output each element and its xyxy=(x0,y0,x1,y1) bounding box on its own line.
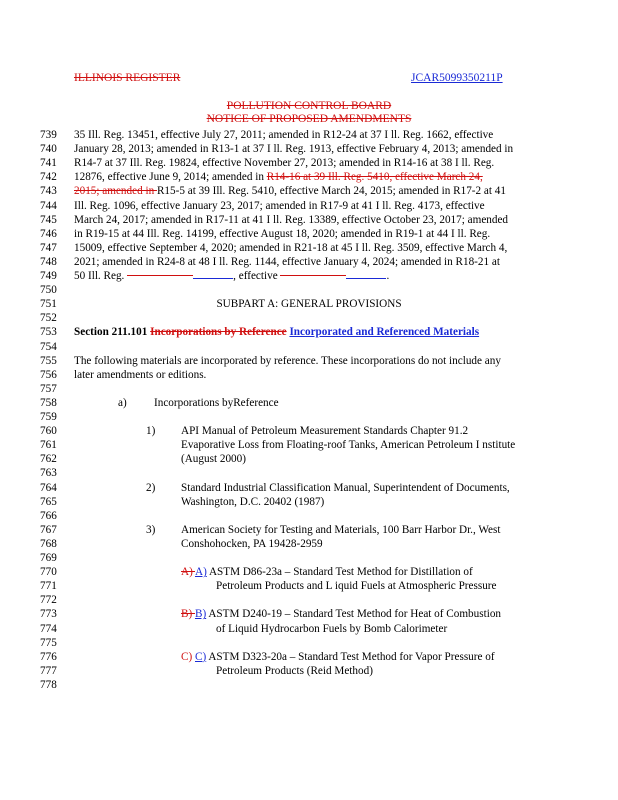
line-text xyxy=(74,184,506,198)
notice-title: NOTICE OF PROPOSED AMENDMENTS xyxy=(206,113,412,125)
line-text xyxy=(216,579,496,593)
line-text xyxy=(146,523,501,537)
line-text xyxy=(74,199,485,213)
line-text xyxy=(74,255,500,269)
text-run: March 24, 2017; amended in R17-11 at 41 I ll. Reg. 13389, effective October 23, 2017; amended xyxy=(74,213,509,226)
document-line xyxy=(0,283,618,297)
line-text xyxy=(74,213,508,227)
text-run: R14-7 at 37 Ill. Reg. 19824, effective November 27, 2013; amended in R14-16 at 38 I ll. Reg. xyxy=(74,157,495,170)
line-text xyxy=(216,622,447,636)
inserted-text: B) xyxy=(194,608,207,621)
text-run: Petroleum Products and L iquid Fuels at Atmospheric Pressure xyxy=(216,580,497,593)
text-run: API Manual of Petroleum Measurement Standards Chapter 91.2 xyxy=(181,425,469,438)
line-text xyxy=(146,424,469,438)
text-run: 2021; amended in R24-8 at 48 I ll. Reg. 1144, effective January 4, 2024; amended in R18-21 at xyxy=(74,255,500,268)
line-number: 757 xyxy=(40,382,57,395)
line-number: 761 xyxy=(40,439,57,452)
document-line xyxy=(0,241,618,255)
document-line xyxy=(0,607,618,621)
line-number: 769 xyxy=(40,552,57,564)
line-number: 755 xyxy=(40,354,57,367)
document-line xyxy=(0,199,618,213)
line-number: 744 xyxy=(40,199,57,212)
line-text xyxy=(74,227,490,241)
text-run: 2) xyxy=(146,481,156,494)
deleted-text: Incorporations by Reference xyxy=(150,326,287,339)
line-number: 743 xyxy=(40,185,57,198)
line-number: 746 xyxy=(40,227,57,240)
document-line xyxy=(0,438,618,452)
line-text xyxy=(181,607,501,621)
line-text xyxy=(181,495,324,509)
line-number: 776 xyxy=(40,650,57,663)
line-text xyxy=(74,170,483,184)
line-number: 767 xyxy=(40,523,57,536)
marker-text: C) xyxy=(181,650,195,663)
document-line xyxy=(0,678,618,692)
document-line xyxy=(0,340,618,354)
line-text xyxy=(118,396,279,410)
line-text xyxy=(181,438,515,452)
line-number: 766 xyxy=(40,509,57,522)
line-text xyxy=(216,664,373,678)
line-number: 771 xyxy=(40,580,57,593)
text-run: 1) xyxy=(146,425,156,438)
line-text xyxy=(74,128,493,142)
line-number: 759 xyxy=(40,411,57,423)
line-number: 742 xyxy=(40,171,57,184)
deleted-blank xyxy=(127,275,193,276)
line-text xyxy=(74,269,389,283)
line-number: 747 xyxy=(40,241,57,254)
text-run: of Liquid Hydrocarbon Fuels by Bomb Calorimeter xyxy=(216,622,448,635)
text-run: SUBPART A: GENERAL PROVISIONS xyxy=(216,298,402,311)
document-line xyxy=(0,565,618,579)
line-text xyxy=(74,354,501,368)
text-run: Petroleum Products (Reid Method) xyxy=(216,664,373,677)
line-number: 758 xyxy=(40,396,57,409)
line-text xyxy=(74,241,507,255)
line-number: 754 xyxy=(40,340,57,353)
document-line xyxy=(0,509,618,523)
document-id: JCAR5099350211P xyxy=(411,72,503,84)
line-number: 748 xyxy=(40,255,57,268)
text-run: Conshohocken, PA 19428-2959 xyxy=(181,537,323,550)
line-number: 745 xyxy=(40,213,57,226)
document-line xyxy=(0,255,618,269)
text-run: Standard Industrial Classification Manual, Superintendent of Documents, xyxy=(181,481,510,494)
text-run: R15-5 at 39 Ill. Reg. 5410, effective March 24, 2015; amended in R17-2 at 41 xyxy=(156,185,506,198)
document-line xyxy=(0,297,618,311)
line-number: 773 xyxy=(40,608,57,621)
line-number: 778 xyxy=(40,678,57,691)
text-run: American Society for Testing and Materials, 100 Barr Harbor Dr., West xyxy=(181,523,501,536)
text-run: ASTM D86-23a – Standard Test Method for Distillation of xyxy=(206,566,473,579)
text-run: later amendments or editions. xyxy=(74,368,207,381)
text-run: 50 Ill. Reg. xyxy=(74,270,128,282)
line-number: 760 xyxy=(40,425,57,438)
document-line xyxy=(0,622,618,636)
line-number: 749 xyxy=(40,270,57,282)
text-run: Washington, D.C. 20402 (1987) xyxy=(181,495,325,508)
line-text xyxy=(181,650,495,664)
line-number: 775 xyxy=(40,636,57,649)
document-line xyxy=(0,227,618,241)
deleted-blank xyxy=(280,275,346,276)
line-number: 765 xyxy=(40,495,57,508)
document-line xyxy=(0,325,618,339)
document-line xyxy=(0,368,618,382)
text-run: Ill. Reg. 1096, effective January 23, 2017; amended in R17-9 at 41 I ll. Reg. 4173, effective xyxy=(74,199,485,212)
line-number: 768 xyxy=(40,537,57,550)
document-line xyxy=(0,523,618,537)
document-line xyxy=(0,128,618,142)
line-text xyxy=(74,156,494,170)
inserted-text: Incorporated and Referenced Materials xyxy=(289,326,480,339)
inserted-text: A) xyxy=(194,566,207,579)
text-run: 12876, effective June 9, 2014; amended in xyxy=(74,171,267,184)
document-line xyxy=(0,636,618,650)
document-line xyxy=(0,551,618,565)
line-number: 750 xyxy=(40,284,57,297)
line-text xyxy=(74,368,206,382)
line-number: 741 xyxy=(40,157,57,170)
document-line xyxy=(0,495,618,509)
text-run: January 28, 2013; amended in R13-1 at 37 I ll. Reg. 1913, effective February 4, 2013; amended in xyxy=(74,143,514,156)
text-run: 15009, effective September 4, 2020; amended in R21-18 at 45 I ll. Reg. 3509, effective March 4, xyxy=(74,241,508,254)
text-run: ASTM D240-19 – Standard Test Method for Heat of Combustion xyxy=(206,608,502,621)
document-line xyxy=(0,537,618,551)
deleted-text: R14-16 at 39 Ill. Reg. 5410, effective March 24, xyxy=(266,171,483,184)
document-line xyxy=(0,466,618,480)
agency-title: POLLUTION CONTROL BOARD xyxy=(226,100,392,112)
document-line xyxy=(0,382,618,396)
inserted-text: C) xyxy=(194,650,207,663)
text-run: a) xyxy=(118,396,127,409)
line-number: 739 xyxy=(40,129,57,141)
text-run: in R19-15 at 44 Ill. Reg. 14199, effective August 18, 2020; amended in R19-1 at 44 I ll. Reg. xyxy=(74,227,491,240)
document-line xyxy=(0,664,618,678)
deleted-text: 2015; amended in xyxy=(74,185,157,198)
line-number: 756 xyxy=(40,368,57,381)
line-number: 763 xyxy=(40,467,57,480)
inserted-blank xyxy=(346,278,386,279)
document-line xyxy=(0,311,618,325)
document-line xyxy=(0,481,618,495)
inserted-blank xyxy=(193,278,233,279)
document-line xyxy=(0,184,618,198)
text-run: The following materials are incorporated by reference. These incorporations do not include any xyxy=(74,354,501,367)
document-line xyxy=(0,170,618,184)
line-number: 751 xyxy=(40,298,57,311)
text-run: Incorporations byReference xyxy=(154,396,279,409)
line-number: 752 xyxy=(40,312,57,325)
document-line xyxy=(0,213,618,227)
document-line xyxy=(0,452,618,466)
text-run: (August 2000) xyxy=(181,453,246,466)
document-line xyxy=(0,156,618,170)
line-text xyxy=(181,565,473,579)
document-line xyxy=(0,410,618,424)
line-number: 764 xyxy=(40,481,57,494)
text-run: 3) xyxy=(146,523,156,536)
register-title: ILLINOIS REGISTER xyxy=(74,72,181,84)
deleted-text: A) xyxy=(181,566,195,579)
line-number: 772 xyxy=(40,594,57,607)
line-number: 740 xyxy=(40,143,57,156)
text-run: Evaporative Loss from Floating-roof Tanks, American Petroleum I nstitute xyxy=(181,439,516,452)
line-text xyxy=(74,325,479,339)
document-line xyxy=(0,269,618,283)
deleted-text: B) xyxy=(181,608,195,621)
line-number: 777 xyxy=(40,664,57,677)
document-line xyxy=(0,650,618,664)
text-run: . xyxy=(386,270,390,282)
line-text xyxy=(0,297,618,311)
text-run: Section 211.101 xyxy=(74,326,148,339)
document-line xyxy=(0,424,618,438)
text-run: , effective xyxy=(233,270,281,282)
line-number: 762 xyxy=(40,453,57,466)
line-text xyxy=(181,452,246,466)
text-run: 35 Ill. Reg. 13451, effective July 27, 2011; amended in R12-24 at 37 I ll. Reg. 1662, effective xyxy=(74,129,494,141)
line-text xyxy=(74,142,513,156)
line-number: 770 xyxy=(40,566,57,579)
line-number: 753 xyxy=(40,326,57,339)
document-line xyxy=(0,579,618,593)
line-text xyxy=(181,537,323,551)
line-number: 774 xyxy=(40,622,57,635)
document-line xyxy=(0,593,618,607)
document-line xyxy=(0,396,618,410)
document-line xyxy=(0,354,618,368)
line-text xyxy=(146,481,510,495)
text-run: ASTM D323-20a – Standard Test Method for Vapor Pressure of xyxy=(206,650,495,663)
document-line xyxy=(0,142,618,156)
